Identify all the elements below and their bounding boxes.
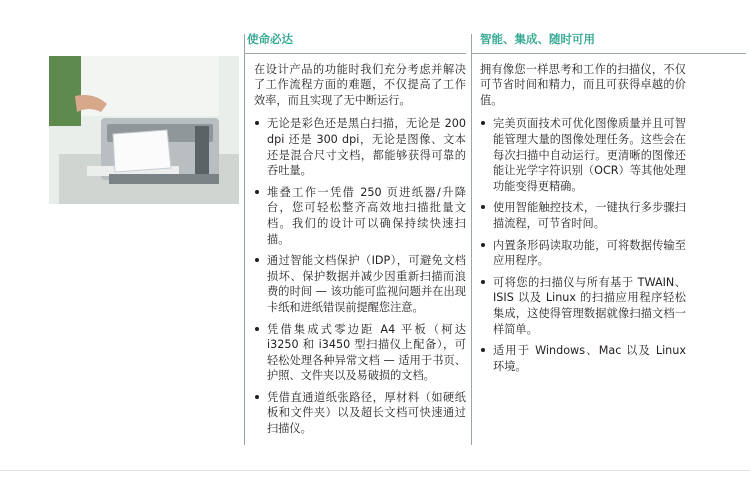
- list-item-text: 使用智能触控技术，一键执行多步骤扫描流程，可节省时间。: [493, 201, 686, 230]
- column-divider: [471, 34, 472, 445]
- bullet-icon: [481, 348, 485, 352]
- list-item: [254, 390, 466, 437]
- column-divider: [244, 34, 245, 445]
- bullet-icon: [481, 121, 485, 125]
- list-item: [254, 116, 466, 178]
- paper-stack: [113, 130, 171, 172]
- list-item-text: 通过智能文档保护（IDP），可避免文档损坏、保护数据并减少因重新扫描而浪费的时间 — 该功能可监视问题并在出现卡纸和进纸错误前提醒您注意。: [267, 254, 466, 314]
- list-item-text: 凭借集成式零边距 A4 平板（柯达 i3250 和 i3450 型扫描仪上配备），可轻松处理各种异常文档 — 适用于书页、护照、文件夹以及易破损的文档。: [267, 322, 466, 383]
- list-item-text: 完美页面技术可优化图像质量并且可智能管理大量的图像处理任务。这些会在每次扫描中自动运行。更清晰的图像还能让光学字符识别（OCR）等其他处理功能变得更精确。: [493, 117, 686, 193]
- section-intro: 在设计产品的功能时我们充分考虑并解决了工作流程方面的难题，不仅提高了工作效率，而且实现了无中断运行。: [254, 62, 466, 107]
- section-heading: 智能、集成、随时可用: [471, 30, 746, 54]
- list-item: [480, 116, 686, 194]
- scanner-illustration: [49, 56, 239, 204]
- column-smart-integrated: [480, 30, 686, 380]
- list-item: [480, 200, 686, 231]
- bullet-icon: [481, 280, 485, 284]
- list-item-text: 适用于 Windows、Mac 以及 Linux 环境。: [493, 344, 686, 373]
- bullet-icon: [255, 327, 259, 331]
- list-item: [254, 253, 466, 315]
- feature-list: [254, 116, 466, 436]
- bullet-icon: [481, 205, 485, 209]
- section-heading: 使命必达: [244, 30, 466, 54]
- list-item: [480, 238, 686, 269]
- bullet-icon: [255, 190, 259, 194]
- page-bottom-rule: [0, 470, 750, 471]
- section-intro: 拥有像您一样思考和工作的扫描仪，不仅可节省时间和精力，而且可获得卓越的价值。: [480, 62, 686, 107]
- list-item-text: 凭借直通道纸张路径，厚材料（如硬纸板和文件夹）以及超长文档可快速通过扫描仪。: [267, 390, 466, 436]
- list-item-text: 可将您的扫描仪与所有基于 TWAIN、ISIS 以及 Linux 的扫描应用程序轻松集成，这使得管理数据就像扫描文档一样简单。: [493, 275, 686, 336]
- list-item-text: 内置条形码读取功能，可将数据传输至应用程序。: [493, 238, 686, 268]
- bullet-icon: [255, 395, 259, 399]
- list-item: [254, 322, 466, 384]
- scanner-product-photo: [49, 56, 239, 204]
- list-item-text: 堆叠工作一凭借 250 页进纸器/升降台，您可轻松整齐高效地扫描批量文档。我们的设计可以确保持续快速扫描。: [267, 185, 466, 246]
- bullet-icon: [255, 121, 259, 125]
- list-item: [254, 185, 466, 247]
- feature-list: [480, 116, 686, 374]
- list-item: [480, 275, 686, 337]
- arm-sleeve: [49, 56, 81, 126]
- column-mission-critical: [247, 30, 466, 443]
- bullet-icon: [481, 243, 485, 247]
- bullet-icon: [255, 258, 259, 262]
- list-item-text: 无论是彩色还是黑白扫描，无论是 200 dpi 还是 300 dpi，无论是图像、文本还是混合尺寸文档，都能够获得可靠的吞吐量。: [267, 117, 466, 178]
- list-item: [480, 343, 686, 374]
